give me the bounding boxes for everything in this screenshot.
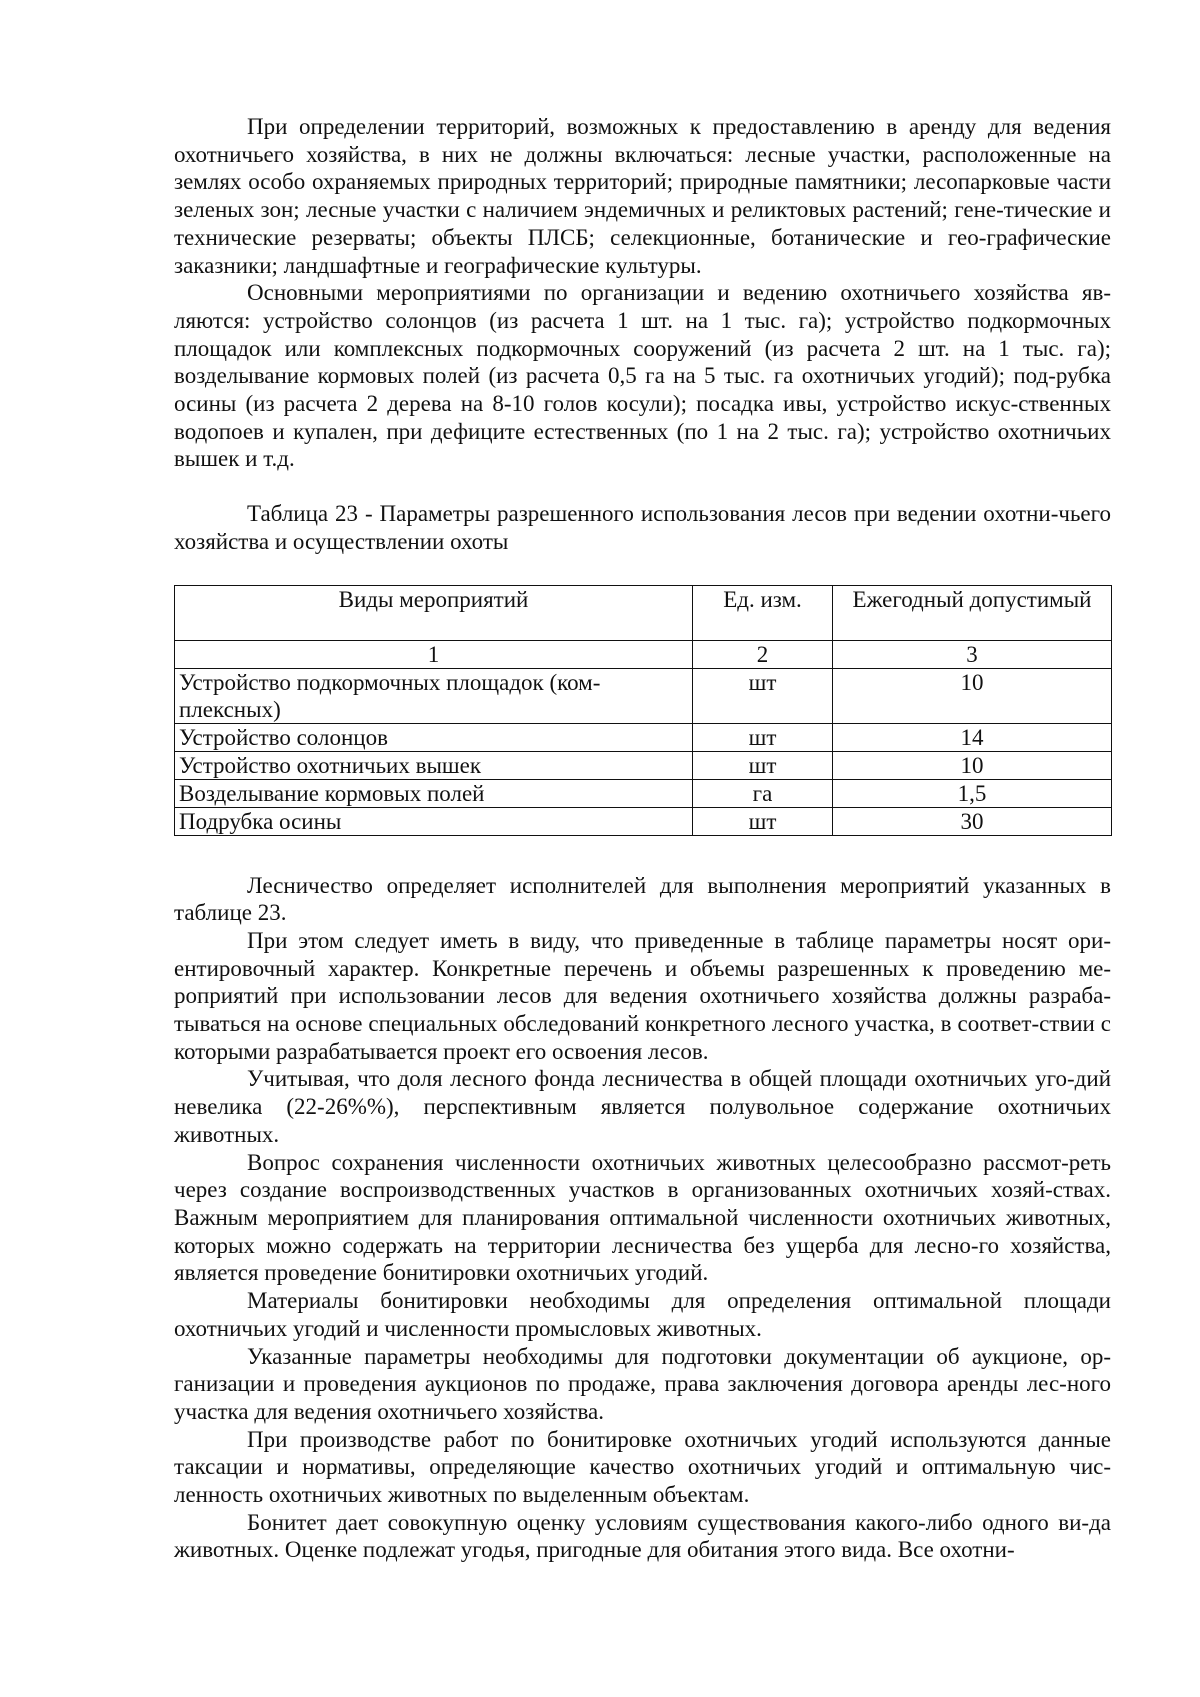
header-unit: Ед. изм. xyxy=(693,585,833,640)
activity-name: Устройство подкормочных площадок (ком-плексных) xyxy=(175,668,693,723)
activity-value: 1,5 xyxy=(833,779,1112,807)
table-caption: Таблица 23 - Параметры разрешенного использования лесов при ведении охотни-чьего хозяйства и осуществлении охоты xyxy=(174,501,1111,554)
activity-name: Устройство охотничьих вышек xyxy=(175,751,693,779)
activity-unit: шт xyxy=(693,807,833,835)
paragraph: При производстве работ по бонитировке охотничьих угодий используются данные таксации и нормативы, определяющие качество охотничьих угодий и оптимальную чис-ленность охотничьих животных по выделенным объектам. xyxy=(174,1426,1111,1508)
paragraph: При этом следует иметь в виду, что приведенные в таблице параметры носят ори-ентировочный характер. Конкретные перечень и объемы разрешенных к проведению ме-роприятий при использовании лесов для ведения охотничьего хозяйства должны разраба-тываться на основе специальных обследований конкретного лесного участка, в соответ-ствии с которыми разрабатывается проект его освоения лесов. xyxy=(174,927,1111,1064)
column-number: 2 xyxy=(693,640,833,668)
table-row xyxy=(175,779,1112,807)
header-activity-type: Виды мероприятий xyxy=(175,585,693,640)
activity-unit: шт xyxy=(693,751,833,779)
paragraph: Основными мероприятиями по организации и ведению охотничьего хозяйства яв-ляются: устройство солонцов (из расчета 1 шт. на 1 тыс. га); устройство подкормочных площадок или комплексных подкормочных сооружений (из расчета 2 шт. на 1 тыс. га); возделывание кормовых полей (из расчета 0,5 га на 5 тыс. га охотничьих угодий); под-рубка осины (из расчета 2 дерева на 8-10 голов косули); посадка ивы, устройство искус-ственных водопоев и купален, при дефиците естественных (по 1 на 2 тыс. га); устройство охотничьих вышек и т.д. xyxy=(174,280,1111,472)
activity-name: Устройство солонцов xyxy=(175,723,693,751)
activity-unit: шт xyxy=(693,723,833,751)
document-page xyxy=(174,113,1111,1564)
body-text-bottom xyxy=(174,872,1111,1565)
table-header-row xyxy=(175,585,1112,640)
paragraph: Вопрос сохранения численности охотничьих животных целесообразно рассмот-реть через создание воспроизводственных участков в организованных охотничьих хозяй-ствах. Важным мероприятием для планирования оптимальной численности охотничьих животных, которых можно содержать на территории лесничества без ущерба для лесно-го хозяйства, является проведение бонитировки охотничьих угодий. xyxy=(174,1149,1111,1286)
table-row xyxy=(175,723,1112,751)
paragraph: Бонитет дает совокупную оценку условиям существования какого-либо одного ви-да животных. Оценке подлежат угодья, пригодные для обитания этого вида. Все охотни- xyxy=(174,1509,1111,1563)
paragraph: Указанные параметры необходимы для подготовки документации об аукционе, ор-ганизации и проведения аукционов по продаже, права заключения договора аренды лес-ного участка для ведения охотничьего хозяйства. xyxy=(174,1343,1111,1424)
activity-value: 30 xyxy=(833,807,1112,835)
table-row xyxy=(175,668,1112,723)
activity-value: 10 xyxy=(833,668,1112,723)
activity-name: Возделывание кормовых полей xyxy=(175,779,693,807)
table-row xyxy=(175,807,1112,835)
activity-unit: га xyxy=(693,779,833,807)
activity-unit: шт xyxy=(693,668,833,723)
activity-value: 10 xyxy=(833,751,1112,779)
paragraph: Лесничество определяет исполнителей для выполнения мероприятий указанных в таблице 23. xyxy=(174,872,1111,926)
paragraph: Учитывая, что доля лесного фонда лесничества в общей площади охотничьих уго-дий невелика (22-26%%), перспективным является полувольное содержание охотничьих животных. xyxy=(174,1066,1111,1147)
header-annual-allowed: Ежегодный допустимый xyxy=(833,585,1112,640)
activity-value: 14 xyxy=(833,723,1112,751)
paragraph: Материалы бонитировки необходимы для определения оптимальной площади охотничьих угодий и численности промысловых животных. xyxy=(174,1288,1111,1341)
column-number: 1 xyxy=(175,640,693,668)
activity-name: Подрубка осины xyxy=(175,807,693,835)
table-column-numbers-row xyxy=(175,640,1112,668)
parameters-table xyxy=(174,585,1111,836)
column-number: 3 xyxy=(833,640,1112,668)
paragraph: При определении территорий, возможных к предоставлению в аренду для ведения охотничьего хозяйства, в них не должны включаться: лесные участки, расположенные на землях особо охраняемых природных территорий; природные памятники; лесопарковые части зеленых зон; лесные участки с наличием эндемичных и реликтовых растений; гене-тические и технические резерваты; объекты ПЛСБ; селекционные, ботанические и гео-графические заказники; ландшафтные и географические культуры. xyxy=(174,114,1111,278)
table-row xyxy=(175,751,1112,779)
